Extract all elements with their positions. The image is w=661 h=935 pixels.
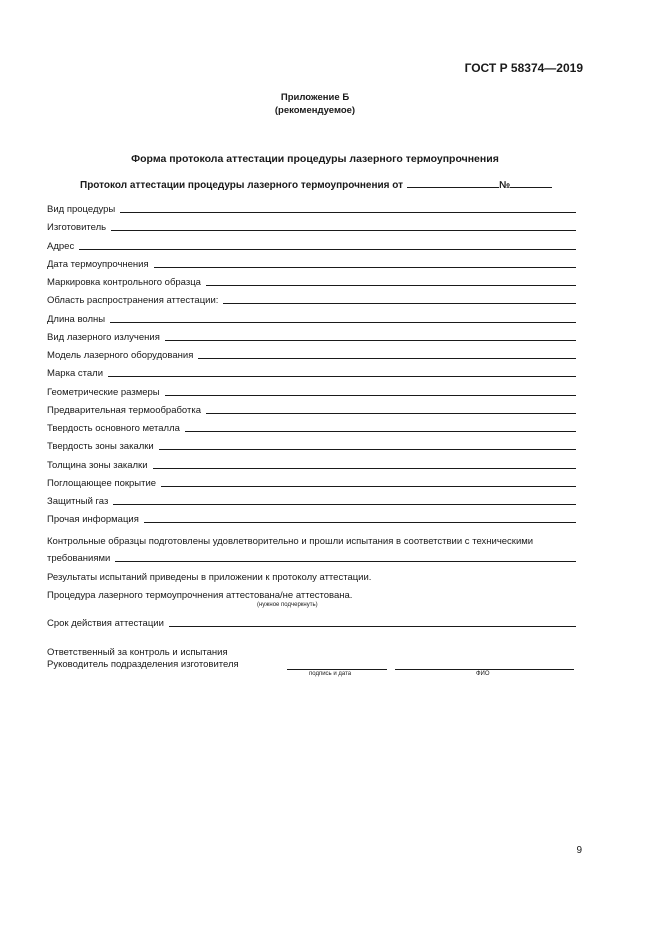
- form-field-label: Толщина зоны закалки: [47, 460, 148, 471]
- signature-caption-name: ФИО: [476, 671, 490, 677]
- form-field-blank-line[interactable]: [110, 321, 576, 323]
- procedure-text: Процедура лазерного термоупрочнения аттестована/не аттестована.: [47, 590, 353, 601]
- form-field[interactable]: [47, 385, 576, 398]
- form-field-label: Предварительная термообработка: [47, 405, 201, 416]
- form-field-label: Длина волны: [47, 314, 106, 325]
- form-field-blank-line[interactable]: [206, 412, 576, 414]
- protocol-heading: [80, 178, 552, 191]
- protocol-date-blank[interactable]: [407, 178, 499, 188]
- form-field[interactable]: [47, 275, 576, 288]
- form-field[interactable]: [47, 239, 576, 252]
- form-field-blank-line[interactable]: [159, 448, 576, 450]
- form-field[interactable]: [47, 421, 576, 434]
- form-field[interactable]: [47, 494, 576, 507]
- signature-role-line1: Ответственный за контроль и испытания: [47, 647, 228, 658]
- signature-name-line[interactable]: [395, 668, 574, 670]
- form-field[interactable]: [47, 512, 576, 525]
- form-field-blank-line[interactable]: [111, 229, 576, 231]
- form-field-label: Геометрические размеры: [47, 387, 160, 398]
- form-field-label: Вид лазерного излучения: [47, 332, 160, 343]
- protocol-label: Протокол аттестации процедуры лазерного термоупрочнения от: [80, 180, 404, 191]
- signature-role-line2: Руководитель подразделения изготовителя: [47, 659, 239, 670]
- conclusion-requirements-field[interactable]: [47, 551, 576, 564]
- form-field-blank-line[interactable]: [165, 339, 576, 341]
- form-field[interactable]: [47, 293, 576, 306]
- form-field[interactable]: [47, 439, 576, 452]
- form-field-blank-line[interactable]: [108, 375, 576, 377]
- form-field[interactable]: [47, 330, 576, 343]
- form-field[interactable]: [47, 257, 576, 270]
- results-text: Результаты испытаний приведены в приложении к протоколу аттестации.: [47, 572, 372, 583]
- signature-date-line[interactable]: [287, 668, 387, 670]
- form-field-label: Область распространения аттестации:: [47, 295, 219, 306]
- validity-blank-line[interactable]: [169, 625, 576, 627]
- form-field-label: Изготовитель: [47, 222, 107, 233]
- standard-designation: ГОСТ Р 58374—2019: [464, 61, 583, 75]
- form-field-label: Защитный газ: [47, 496, 109, 507]
- form-field[interactable]: [47, 312, 576, 325]
- conclusion-text-line1: Контрольные образцы подготовлены удовлетворительно и прошли испытания в соответствии с техническими: [47, 536, 534, 547]
- form-field-blank-line[interactable]: [154, 266, 576, 268]
- form-field[interactable]: [47, 220, 576, 233]
- conclusion-text-line2: требованиями: [47, 553, 111, 564]
- form-field-blank-line[interactable]: [223, 302, 576, 304]
- validity-label: Срок действия аттестации: [47, 618, 164, 629]
- form-field-blank-line[interactable]: [206, 284, 576, 286]
- page-number: 9: [576, 845, 582, 856]
- form-field-label: Дата термоупрочнения: [47, 259, 149, 270]
- form-field[interactable]: [47, 458, 576, 471]
- form-field-blank-line[interactable]: [113, 503, 576, 505]
- form-field-blank-line[interactable]: [185, 430, 576, 432]
- form-field-blank-line[interactable]: [153, 467, 576, 469]
- protocol-number-sign: №: [499, 180, 511, 191]
- form-field[interactable]: [47, 403, 576, 416]
- form-field-blank-line[interactable]: [79, 248, 576, 250]
- form-field-blank-line[interactable]: [198, 357, 576, 359]
- signature-caption-sign: подпись и дата: [309, 671, 352, 677]
- form-field-label: Поглощающее покрытие: [47, 478, 157, 489]
- form-field-blank-line[interactable]: [144, 521, 576, 523]
- form-field-label: Модель лазерного оборудования: [47, 350, 194, 361]
- form-field[interactable]: [47, 348, 576, 361]
- conclusion-blank-line[interactable]: [115, 560, 576, 562]
- procedure-note: (нужное подчеркнуть): [257, 602, 318, 608]
- protocol-number-blank[interactable]: [510, 178, 552, 188]
- form-field[interactable]: [47, 202, 576, 215]
- appendix-status: (рекомендуемое): [274, 105, 356, 116]
- validity-field[interactable]: [47, 616, 576, 629]
- form-field-blank-line[interactable]: [161, 485, 576, 487]
- form-field[interactable]: [47, 476, 576, 489]
- form-field-label: Прочая информация: [47, 514, 139, 525]
- form-field-label: Твердость основного металла: [47, 423, 180, 434]
- form-field-label: Вид процедуры: [47, 204, 116, 215]
- form-field-label: Твердость зоны закалки: [47, 441, 154, 452]
- form-field-label: Марка стали: [47, 368, 104, 379]
- form-field-label: Адрес: [47, 241, 75, 252]
- form-field-blank-line[interactable]: [165, 394, 576, 396]
- form-field-blank-line[interactable]: [120, 211, 576, 213]
- form-title: Форма протокола аттестации процедуры лазерного термоупрочнения: [131, 153, 499, 165]
- form-field[interactable]: [47, 366, 576, 379]
- appendix-title: Приложение Б: [280, 92, 350, 103]
- form-field-label: Маркировка контрольного образца: [47, 277, 201, 288]
